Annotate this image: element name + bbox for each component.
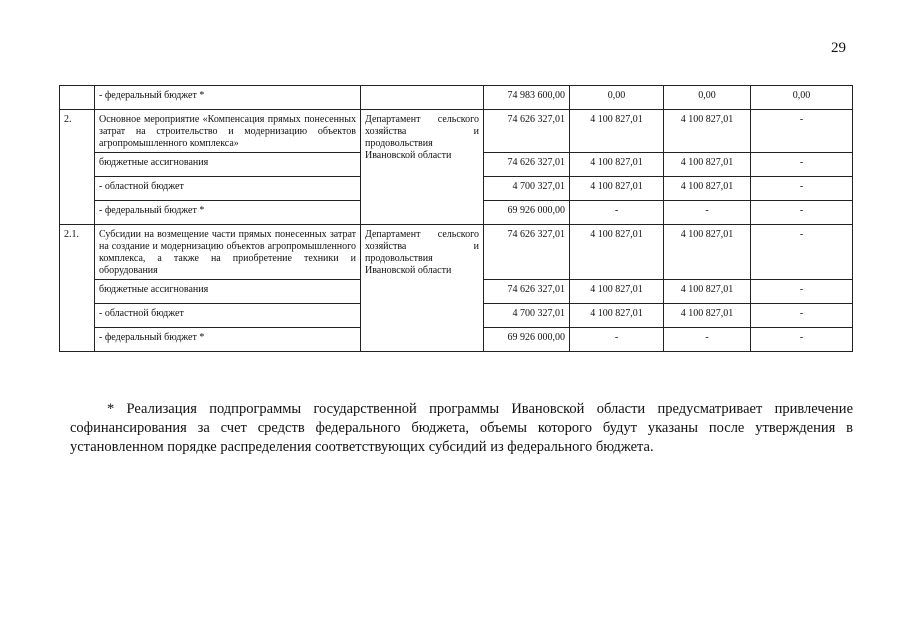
year-1-cell: 4 100 827,01 [570,153,664,177]
row-label: бюджетные ассигнования [95,153,361,177]
year-3-cell: - [751,110,853,153]
year-2-cell: 4 100 827,01 [664,153,751,177]
row-number-cell [60,86,95,110]
year-2-cell: 4 100 827,01 [664,304,751,328]
total-cell: 74 626 327,01 [484,280,570,304]
budget-table [59,85,853,352]
year-1-cell: 0,00 [570,86,664,110]
year-2-cell: 4 100 827,01 [664,225,751,280]
year-3-cell: - [751,328,853,352]
year-2-cell: - [664,201,751,225]
year-3-cell: - [751,201,853,225]
measure-title: Основное мероприятие «Компенсация прямых понесенных затрат на строительство и модернизацию объектов агропромышленного комплекса» [95,110,361,153]
total-cell: 74 983 600,00 [484,86,570,110]
year-3-cell: - [751,280,853,304]
year-1-cell: 4 100 827,01 [570,110,664,153]
total-cell: 74 626 327,01 [484,225,570,280]
year-2-cell: 4 100 827,01 [664,280,751,304]
footnote: * Реализация подпрограммы государственной программы Ивановской области предусматривает привлечение софинансирования за счет средств федерального бюджета, объемы которого будут указаны после утверждения в установленном порядке распределения соответствующих субсидий из федерального бюджета. [70,400,853,455]
year-1-cell: 4 100 827,01 [570,225,664,280]
department-name: Департамент сельского хозяйства и продовольствия Ивановской области [361,225,484,352]
year-1-cell: 4 100 827,01 [570,177,664,201]
year-1-cell: 4 100 827,01 [570,280,664,304]
year-1-cell: - [570,328,664,352]
row-label: - областной бюджет [95,177,361,201]
table-row [60,110,853,153]
year-2-cell: 4 100 827,01 [664,177,751,201]
total-cell: 69 926 000,00 [484,328,570,352]
year-2-cell: 4 100 827,01 [664,110,751,153]
row-label: - федеральный бюджет * [95,201,361,225]
department-name: Департамент сельского хозяйства и продовольствия Ивановской области [361,110,484,225]
page-number: 29 [831,40,846,56]
row-label: - областной бюджет [95,304,361,328]
row-number: 2.1. [60,225,95,352]
table-row [60,225,853,280]
total-cell: 69 926 000,00 [484,201,570,225]
year-2-cell: 0,00 [664,86,751,110]
row-number: 2. [60,110,95,225]
year-3-cell: 0,00 [751,86,853,110]
total-cell: 74 626 327,01 [484,110,570,153]
row-label: - федеральный бюджет * [95,86,361,110]
year-3-cell: - [751,225,853,280]
total-cell: 4 700 327,01 [484,304,570,328]
measure-title: Субсидии на возмещение части прямых понесенных затрат на создание и модернизацию объектов агропромышленного комплекса, а также на приобретение техники и оборудования [95,225,361,280]
year-3-cell: - [751,304,853,328]
table-row [60,86,853,110]
row-label: бюджетные ассигнования [95,280,361,304]
total-cell: 4 700 327,01 [484,177,570,201]
department-cell [361,86,484,110]
row-label: - федеральный бюджет * [95,328,361,352]
total-cell: 74 626 327,01 [484,153,570,177]
year-1-cell: 4 100 827,01 [570,304,664,328]
year-3-cell: - [751,177,853,201]
year-3-cell: - [751,153,853,177]
year-2-cell: - [664,328,751,352]
year-1-cell: - [570,201,664,225]
